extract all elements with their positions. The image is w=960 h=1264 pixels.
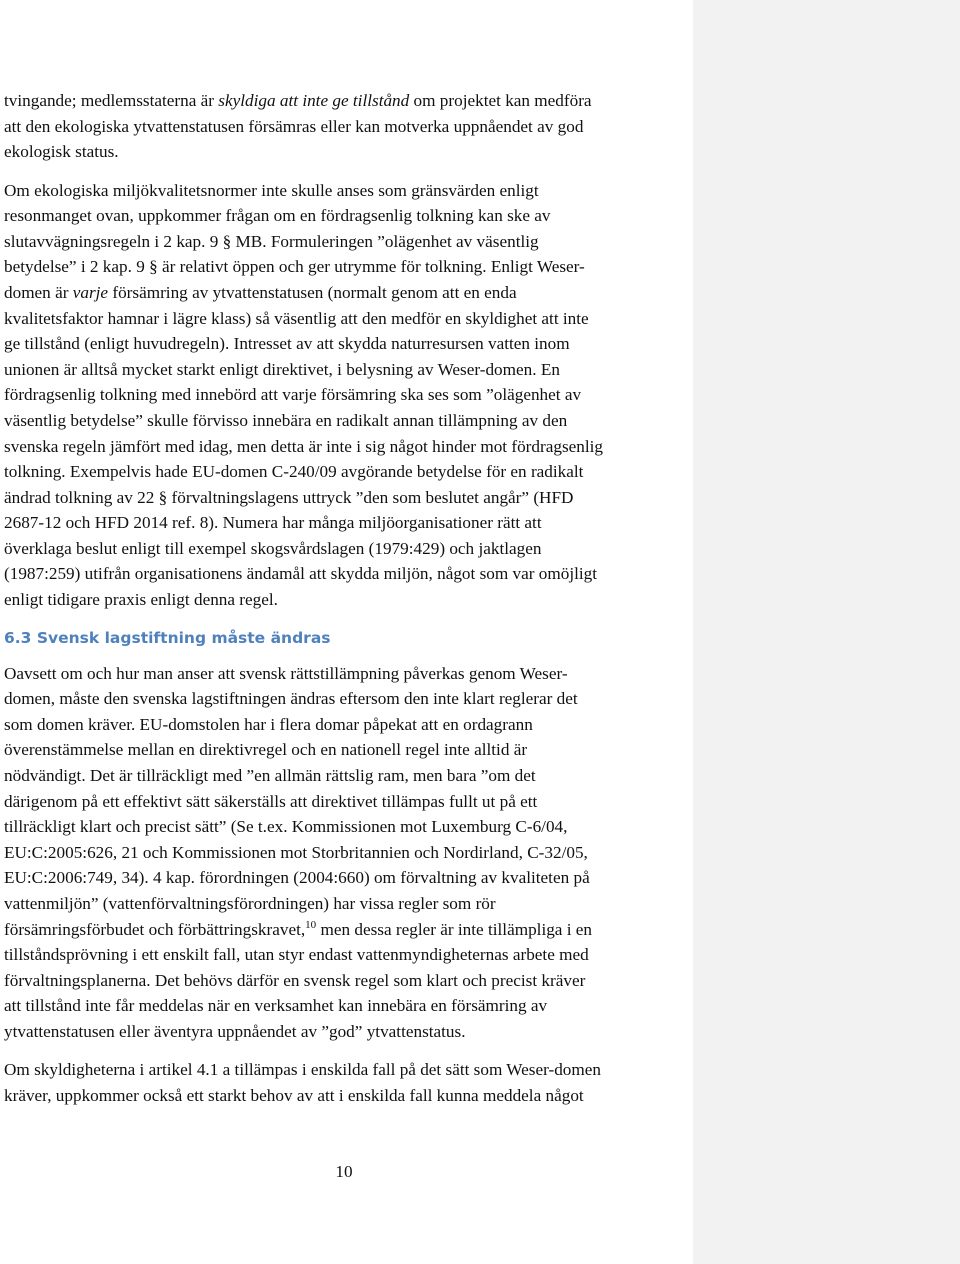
text-line: tvingande; medlemsstaterna är skyldiga att inte ge tillstånd om projektet kan medföra — [4, 91, 592, 110]
section-symbol: § — [149, 257, 158, 277]
text-line: nödvändigt. Det är tillräckligt med ”en allmän rättslig ram, men bara ”om det — [4, 766, 536, 786]
text-line: Om skyldigheterna i artikel 4.1 a tillämpas i enskilda fall på det sätt som Weser-domen — [4, 1060, 601, 1080]
paragraph-2 — [4, 178, 688, 613]
text-line: vattenmiljön” (vattenförvaltningsförordningen) har vissa regler som rör — [4, 894, 496, 914]
text-line: domen är varje försämring av ytvattenstatusen (normalt genom att en enda — [4, 282, 517, 302]
text-line: tillståndsprövning i ett enskilt fall, utan styr endast vattenmyndigheternas arbete med — [4, 945, 589, 965]
emphasis: skyldiga att inte ge tillstånd — [218, 91, 410, 110]
text-line: överenstämmelse mellan en direktivregel och en nationell regel inte alltid är — [4, 740, 528, 760]
comment-margin-area — [693, 0, 960, 1264]
document-body — [4, 88, 688, 1109]
text-line: ge tillstånd (enligt huvudregeln). Intresset av att skydda naturresursen vatten inom — [4, 334, 570, 354]
text-line: att tillstånd inte får meddelas när en verksamhet kan innebära en försämring av — [4, 996, 548, 1016]
emphasis: varje — [72, 282, 109, 302]
text-line: domen, måste den svenska lagstiftningen ändras eftersom den inte klart reglerar det — [4, 689, 578, 709]
text-line: Om ekologiska miljökvalitetsnormer inte skulle anses som gränsvärden enligt — [4, 180, 539, 200]
text-line: tolkning. Exempelvis hade EU-domen C-240/09 avgörande betydelse för en radikalt — [4, 462, 584, 482]
text-line: förvaltningsplanerna. Det behövs därför en svensk regel som klart och precist kräver — [4, 970, 586, 990]
text-line: att den ekologiska ytvattenstatusen försämras eller kan motverka uppnåendet av god — [4, 116, 584, 136]
text-line: Oavsett om och hur man anser att svensk rättstillämpning påverkas genom Weser- — [4, 663, 568, 683]
text-line: 2687-12 och HFD 2014 ref. 8). Numera har många miljöorganisationer rätt att — [4, 513, 542, 533]
footnote-reference[interactable]: 10 — [305, 918, 317, 931]
text-line: överklaga beslut enligt till exempel skogsvårdslagen (1979:429) och jaktlagen — [4, 538, 542, 558]
section-heading: 6.3 Svensk lagstiftning måste ändras — [4, 628, 331, 647]
text-line: svenska regeln jämfört med idag, men detta är inte i sig något hinder mot fördragsenlig — [4, 436, 604, 456]
paragraph-1 — [4, 88, 688, 165]
paragraph-4 — [4, 1057, 688, 1108]
text-line: därigenom på ett effektivt sätt säkerställs att direktivet tillämpas fullt ut på ett — [4, 791, 538, 811]
text-line: kvalitetsfaktor hamnar i lägre klass) så väsentlig att den medför en skyldighet att inte — [4, 308, 589, 328]
text-line: slutavvägningsregeln i 2 kap. 9 § MB. Formuleringen ”olägenhet av väsentlig — [4, 229, 688, 255]
text-line: försämringsförbudet och förbättringskravet,$^{10}$ men dessa regler är inte tillämpliga i en — [4, 918, 593, 939]
text-line: resonmanget ovan, uppkommer frågan om en fördragsenlig tolkning kan ske av — [4, 206, 551, 226]
text-line: fördragsenlig tolkning med innebörd att varje försämring ska ses som ”olägenhet av — [4, 385, 582, 405]
text-line: enligt tidigare praxis enligt denna regel. — [4, 590, 278, 610]
text-line: unionen är alltså mycket starkt enligt direktivet, i belysning av Weser-domen. En — [4, 359, 560, 379]
paragraph-3 — [4, 661, 688, 1045]
text-line: EU:C:2006:749, 34). 4 kap. förordningen (2004:660) om förvaltning av kvaliteten på — [4, 868, 590, 888]
section-symbol: § — [222, 231, 232, 251]
text-line: betydelse” i 2 kap. 9 § är relativt öppen och ger utrymme för tolkning. Enligt Weser- — [4, 254, 688, 280]
page-number: 10 — [335, 1162, 353, 1181]
text-line: som domen kräver. EU-domstolen har i flera domar påpekat att en ordagrann — [4, 714, 533, 734]
text-line: (1987:259) utifrån organisationens ändamål att skydda miljön, något som var omöjligt — [4, 564, 598, 584]
text-line: väsentlig betydelse” skulle förvisso innebära en radikalt annan tillämpning av den — [4, 410, 568, 430]
text-line: tillräckligt klart och precist sätt” (Se t.ex. Kommissionen mot Luxemburg C-6/04, — [4, 817, 568, 837]
text-line: kräver, uppkommer också ett starkt behov av att i enskilda fall kunna meddela något — [4, 1085, 584, 1105]
text-line: ytvattenstatusen eller äventyra uppnåendet av ”god” ytvattenstatus. — [4, 1021, 466, 1041]
section-symbol: § — [158, 487, 168, 507]
text-line: EU:C:2005:626, 21 och Kommissionen mot Storbritannien och Nordirland, C-32/05, — [4, 842, 588, 862]
text-line: ekologisk status. — [4, 142, 119, 162]
text-line: ändrad tolkning av 22 § förvaltningslagens uttryck ”den som beslutet angår” (HFD — [4, 485, 688, 511]
